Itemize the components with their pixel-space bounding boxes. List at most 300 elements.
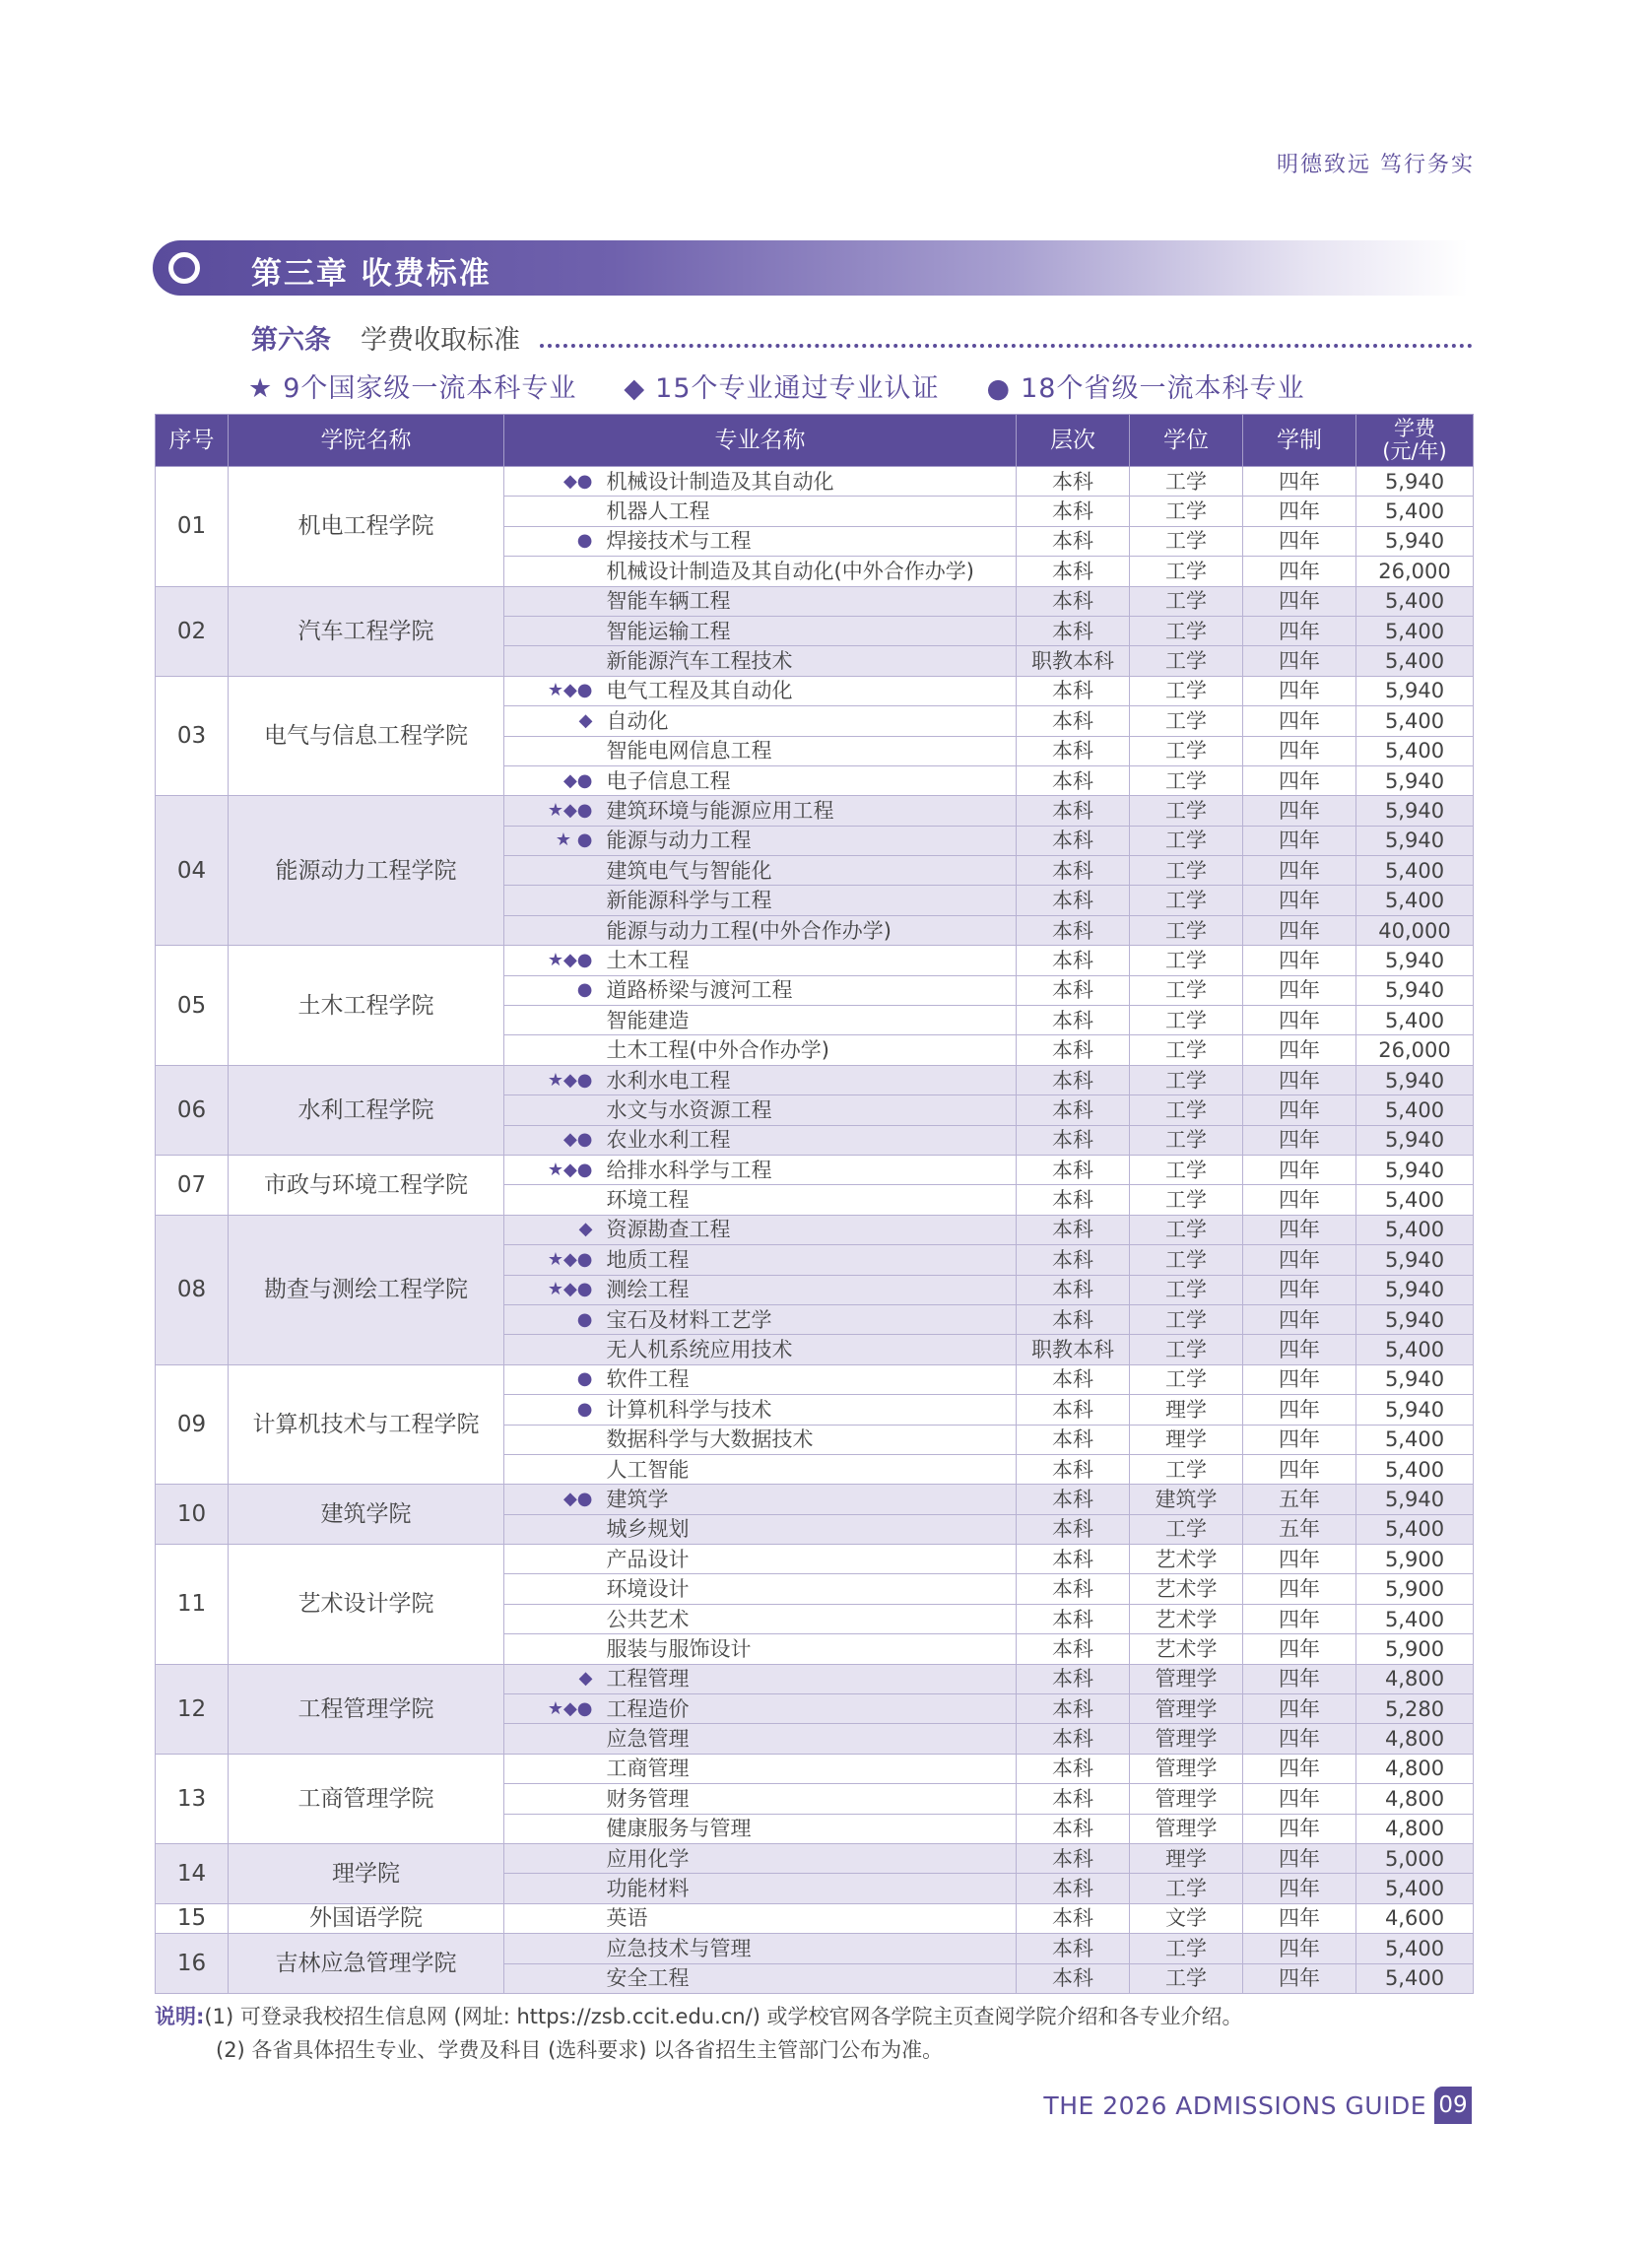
degree-cell: 工学 — [1130, 915, 1243, 945]
fee-cell: 5,400 — [1356, 706, 1474, 736]
degree-cell: 工学 — [1130, 1874, 1243, 1903]
major-name: 环境工程 — [603, 1185, 1017, 1215]
college-number: 05 — [156, 946, 229, 1066]
header-years: 学制 — [1243, 415, 1356, 467]
degree-cell: 管理学 — [1130, 1694, 1243, 1724]
level-cell: 本科 — [1017, 616, 1130, 645]
major-marks — [504, 1006, 603, 1035]
level-cell: 职教本科 — [1017, 1335, 1130, 1364]
level-cell: 本科 — [1017, 975, 1130, 1005]
years-cell: 四年 — [1243, 1245, 1356, 1275]
major-name: 新能源科学与工程 — [603, 886, 1017, 915]
level-cell: 本科 — [1017, 1604, 1130, 1633]
level-cell: 本科 — [1017, 1125, 1130, 1155]
college-name: 工程管理学院 — [229, 1664, 504, 1754]
fee-cell: 5,940 — [1356, 946, 1474, 975]
article-number: 第六条 — [251, 324, 331, 356]
legend-label: 9个国家级一流本科专业 — [283, 373, 577, 404]
major-marks: ● — [504, 1395, 603, 1425]
fee-cell: 4,600 — [1356, 1903, 1474, 1933]
legend-label: 15个专业通过专业认证 — [655, 373, 940, 404]
notes-label: 说明: — [155, 2005, 205, 2028]
years-cell: 四年 — [1243, 886, 1356, 915]
major-marks: ★◆● — [504, 1275, 603, 1304]
level-cell: 本科 — [1017, 1095, 1130, 1125]
years-cell: 四年 — [1243, 706, 1356, 736]
major-name: 电气工程及其自动化 — [603, 676, 1017, 705]
years-cell: 四年 — [1243, 1304, 1356, 1334]
level-cell: 本科 — [1017, 497, 1130, 526]
major-name: 功能材料 — [603, 1874, 1017, 1903]
degree-cell: 工学 — [1130, 1335, 1243, 1364]
college-name: 工商管理学院 — [229, 1754, 504, 1843]
years-cell: 四年 — [1243, 1095, 1356, 1125]
fee-cell: 5,940 — [1356, 1155, 1474, 1184]
major-marks — [504, 886, 603, 915]
fee-cell: 4,800 — [1356, 1754, 1474, 1783]
years-cell: 五年 — [1243, 1514, 1356, 1544]
major-name: 数据科学与大数据技术 — [603, 1425, 1017, 1454]
years-cell: 四年 — [1243, 1814, 1356, 1843]
major-name: 应急管理 — [603, 1724, 1017, 1754]
college-number: 09 — [156, 1364, 229, 1485]
degree-cell: 管理学 — [1130, 1754, 1243, 1783]
major-marks — [504, 586, 603, 616]
degree-cell: 理学 — [1130, 1395, 1243, 1425]
degree-cell: 工学 — [1130, 946, 1243, 975]
level-cell: 本科 — [1017, 1634, 1130, 1664]
level-cell: 本科 — [1017, 1814, 1130, 1843]
major-marks — [504, 1545, 603, 1574]
years-cell: 四年 — [1243, 1934, 1356, 1963]
fee-cell: 5,400 — [1356, 856, 1474, 886]
major-name: 工商管理 — [603, 1754, 1017, 1783]
major-marks — [504, 736, 603, 765]
years-cell: 四年 — [1243, 467, 1356, 497]
level-cell: 本科 — [1017, 1754, 1130, 1783]
level-cell: 本科 — [1017, 1425, 1130, 1454]
table-row — [156, 1155, 1474, 1184]
college-name: 艺术设计学院 — [229, 1545, 504, 1665]
degree-cell: 理学 — [1130, 1843, 1243, 1873]
major-marks — [504, 1514, 603, 1544]
level-cell: 本科 — [1017, 1304, 1130, 1334]
fee-cell: 5,940 — [1356, 526, 1474, 556]
degree-cell: 工学 — [1130, 1155, 1243, 1184]
years-cell: 四年 — [1243, 676, 1356, 705]
diamond-icon: ◆ — [624, 373, 646, 404]
level-cell: 本科 — [1017, 1215, 1130, 1244]
level-cell: 本科 — [1017, 886, 1130, 915]
major-marks — [504, 1574, 603, 1604]
major-name: 自动化 — [603, 706, 1017, 736]
years-cell: 四年 — [1243, 826, 1356, 855]
fee-cell: 5,940 — [1356, 975, 1474, 1005]
major-name: 给排水科学与工程 — [603, 1155, 1017, 1184]
header-degree: 学位 — [1130, 415, 1243, 467]
degree-cell: 工学 — [1130, 1095, 1243, 1125]
major-marks — [504, 1754, 603, 1783]
fee-cell: 5,400 — [1356, 1963, 1474, 1993]
level-cell: 本科 — [1017, 1694, 1130, 1724]
fee-cell: 26,000 — [1356, 557, 1474, 586]
fee-cell: 5,900 — [1356, 1574, 1474, 1604]
years-cell: 四年 — [1243, 1364, 1356, 1394]
degree-cell: 工学 — [1130, 736, 1243, 765]
major-marks — [504, 1784, 603, 1814]
degree-cell: 工学 — [1130, 676, 1243, 705]
level-cell: 本科 — [1017, 1903, 1130, 1933]
major-name: 道路桥梁与渡河工程 — [603, 975, 1017, 1005]
degree-cell: 工学 — [1130, 1185, 1243, 1215]
major-name: 应急技术与管理 — [603, 1934, 1017, 1963]
college-name: 能源动力工程学院 — [229, 796, 504, 946]
major-marks: ◆ — [504, 1215, 603, 1244]
college-number: 11 — [156, 1545, 229, 1665]
major-marks: ● — [504, 1304, 603, 1334]
major-name: 新能源汽车工程技术 — [603, 646, 1017, 676]
degree-cell: 理学 — [1130, 1425, 1243, 1454]
degree-cell: 艺术学 — [1130, 1545, 1243, 1574]
major-name: 测绘工程 — [603, 1275, 1017, 1304]
notes — [155, 2000, 1243, 2067]
level-cell: 本科 — [1017, 1485, 1130, 1514]
dot-icon: ● — [986, 373, 1012, 404]
major-name: 机械设计制造及其自动化 — [603, 467, 1017, 497]
years-cell: 四年 — [1243, 1006, 1356, 1035]
level-cell: 本科 — [1017, 1724, 1130, 1754]
page-number: 09 — [1434, 2087, 1472, 2124]
table-row — [156, 1485, 1474, 1514]
major-marks: ★◆● — [504, 676, 603, 705]
note-line-1: (1) 可登录我校招生信息网 (网址: https://zsb.ccit.edu.cn/) 或学校官网各学院主页查阅学院介绍和各专业介绍。 — [204, 2005, 1243, 2028]
major-marks — [504, 1185, 603, 1215]
table-row — [156, 1215, 1474, 1244]
fee-cell: 4,800 — [1356, 1664, 1474, 1693]
major-marks — [504, 1335, 603, 1364]
table-row — [156, 1545, 1474, 1574]
major-name: 应用化学 — [603, 1843, 1017, 1873]
table-row — [156, 946, 1474, 975]
degree-cell: 艺术学 — [1130, 1604, 1243, 1633]
years-cell: 四年 — [1243, 1963, 1356, 1993]
college-name: 汽车工程学院 — [229, 586, 504, 676]
level-cell: 本科 — [1017, 586, 1130, 616]
years-cell: 四年 — [1243, 856, 1356, 886]
fee-cell: 5,400 — [1356, 1095, 1474, 1125]
major-marks: ◆● — [504, 467, 603, 497]
major-marks: ★◆● — [504, 1694, 603, 1724]
years-cell: 四年 — [1243, 1035, 1356, 1065]
years-cell: 四年 — [1243, 1125, 1356, 1155]
legend-item-certified — [624, 366, 939, 405]
fee-cell: 4,800 — [1356, 1784, 1474, 1814]
fee-cell: 5,400 — [1356, 736, 1474, 765]
level-cell: 本科 — [1017, 1185, 1130, 1215]
college-name: 建筑学院 — [229, 1485, 504, 1545]
college-name: 电气与信息工程学院 — [229, 676, 504, 796]
degree-cell: 工学 — [1130, 856, 1243, 886]
major-marks — [504, 1934, 603, 1963]
major-marks — [504, 1035, 603, 1065]
years-cell: 四年 — [1243, 1425, 1356, 1454]
fee-cell: 5,400 — [1356, 646, 1474, 676]
note-line-2: (2) 各省具体招生专业、学费及科目 (选科要求) 以各省招生主管部门公布为准。 — [216, 2038, 944, 2062]
major-name: 机器人工程 — [603, 497, 1017, 526]
circle-icon — [168, 252, 200, 284]
degree-cell: 工学 — [1130, 1275, 1243, 1304]
fee-cell: 5,400 — [1356, 1185, 1474, 1215]
level-cell: 本科 — [1017, 1874, 1130, 1903]
major-marks — [504, 1874, 603, 1903]
fee-cell: 5,940 — [1356, 796, 1474, 826]
years-cell: 四年 — [1243, 1634, 1356, 1664]
years-cell: 四年 — [1243, 557, 1356, 586]
tuition-table — [155, 414, 1474, 1994]
level-cell: 本科 — [1017, 796, 1130, 826]
table-row — [156, 1843, 1474, 1873]
years-cell: 四年 — [1243, 1724, 1356, 1754]
major-name: 建筑环境与能源应用工程 — [603, 796, 1017, 826]
level-cell: 本科 — [1017, 1934, 1130, 1963]
years-cell: 四年 — [1243, 1574, 1356, 1604]
fee-cell: 5,400 — [1356, 1454, 1474, 1484]
degree-cell: 工学 — [1130, 467, 1243, 497]
college-number: 01 — [156, 467, 229, 587]
college-number: 15 — [156, 1903, 229, 1933]
major-marks — [504, 1425, 603, 1454]
years-cell: 四年 — [1243, 1454, 1356, 1484]
major-name: 智能电网信息工程 — [603, 736, 1017, 765]
level-cell: 本科 — [1017, 1514, 1130, 1544]
college-number: 03 — [156, 676, 229, 796]
fee-cell: 5,940 — [1356, 676, 1474, 705]
table-row — [156, 586, 1474, 616]
table-row — [156, 676, 1474, 705]
major-marks — [504, 1903, 603, 1933]
college-number: 12 — [156, 1664, 229, 1754]
college-number: 07 — [156, 1155, 229, 1215]
degree-cell: 工学 — [1130, 1364, 1243, 1394]
fee-cell: 5,940 — [1356, 1304, 1474, 1334]
major-name: 焊接技术与工程 — [603, 526, 1017, 556]
college-name: 土木工程学院 — [229, 946, 504, 1066]
college-name: 水利工程学院 — [229, 1065, 504, 1155]
degree-cell: 工学 — [1130, 646, 1243, 676]
legend — [248, 366, 1304, 405]
degree-cell: 工学 — [1130, 826, 1243, 855]
degree-cell: 工学 — [1130, 616, 1243, 645]
degree-cell: 工学 — [1130, 1245, 1243, 1275]
chapter-banner — [153, 240, 1468, 296]
degree-cell: 工学 — [1130, 1065, 1243, 1094]
major-marks — [504, 1724, 603, 1754]
footer — [1043, 2087, 1472, 2124]
degree-cell: 工学 — [1130, 706, 1243, 736]
level-cell: 本科 — [1017, 1275, 1130, 1304]
years-cell: 四年 — [1243, 497, 1356, 526]
major-name: 智能运输工程 — [603, 616, 1017, 645]
fee-cell: 5,400 — [1356, 1934, 1474, 1963]
major-name: 软件工程 — [603, 1364, 1017, 1394]
years-cell: 四年 — [1243, 1545, 1356, 1574]
major-name: 土木工程(中外合作办学) — [603, 1035, 1017, 1065]
major-marks: ● — [504, 1364, 603, 1394]
major-marks — [504, 1095, 603, 1125]
fee-cell: 5,900 — [1356, 1634, 1474, 1664]
level-cell: 本科 — [1017, 467, 1130, 497]
degree-cell: 工学 — [1130, 1035, 1243, 1065]
major-name: 安全工程 — [603, 1963, 1017, 1993]
fee-cell: 5,940 — [1356, 1364, 1474, 1394]
level-cell: 本科 — [1017, 856, 1130, 886]
degree-cell: 工学 — [1130, 886, 1243, 915]
degree-cell: 艺术学 — [1130, 1634, 1243, 1664]
college-number: 06 — [156, 1065, 229, 1155]
degree-cell: 建筑学 — [1130, 1485, 1243, 1514]
level-cell: 职教本科 — [1017, 646, 1130, 676]
years-cell: 四年 — [1243, 1694, 1356, 1724]
level-cell: 本科 — [1017, 765, 1130, 795]
years-cell: 四年 — [1243, 1275, 1356, 1304]
years-cell: 四年 — [1243, 1664, 1356, 1693]
years-cell: 五年 — [1243, 1485, 1356, 1514]
major-name: 健康服务与管理 — [603, 1814, 1017, 1843]
college-number: 02 — [156, 586, 229, 676]
major-marks: ★◆● — [504, 1245, 603, 1275]
major-name: 农业水利工程 — [603, 1125, 1017, 1155]
years-cell: 四年 — [1243, 915, 1356, 945]
fee-cell: 5,900 — [1356, 1545, 1474, 1574]
legend-item-national — [248, 366, 576, 405]
level-cell: 本科 — [1017, 736, 1130, 765]
fee-cell: 5,940 — [1356, 1485, 1474, 1514]
motto: 明德致远 笃行务实 — [1277, 153, 1475, 177]
degree-cell: 工学 — [1130, 1514, 1243, 1544]
fee-cell: 5,400 — [1356, 1425, 1474, 1454]
fee-cell: 5,400 — [1356, 1604, 1474, 1633]
major-marks — [504, 497, 603, 526]
college-name: 吉林应急管理学院 — [229, 1934, 504, 1994]
major-marks: ★◆● — [504, 946, 603, 975]
header-fee: 学费 (元/年) — [1356, 415, 1474, 467]
degree-cell: 工学 — [1130, 557, 1243, 586]
fee-cell: 5,400 — [1356, 1215, 1474, 1244]
table-header-row — [156, 415, 1474, 467]
table-row — [156, 1934, 1474, 1963]
major-marks — [504, 1604, 603, 1633]
dotted-leader — [540, 330, 1473, 348]
major-name: 土木工程 — [603, 946, 1017, 975]
college-name: 勘查与测绘工程学院 — [229, 1215, 504, 1364]
degree-cell: 工学 — [1130, 1125, 1243, 1155]
college-name: 外国语学院 — [229, 1903, 504, 1933]
years-cell: 四年 — [1243, 1335, 1356, 1364]
years-cell: 四年 — [1243, 586, 1356, 616]
major-name: 能源与动力工程(中外合作办学) — [603, 915, 1017, 945]
major-name: 财务管理 — [603, 1784, 1017, 1814]
years-cell: 四年 — [1243, 975, 1356, 1005]
years-cell: 四年 — [1243, 1155, 1356, 1184]
fee-cell: 5,400 — [1356, 616, 1474, 645]
major-name: 环境设计 — [603, 1574, 1017, 1604]
degree-cell: 工学 — [1130, 526, 1243, 556]
college-number: 04 — [156, 796, 229, 946]
fee-cell: 5,400 — [1356, 886, 1474, 915]
major-marks: ★ ● — [504, 826, 603, 855]
fee-cell: 40,000 — [1356, 915, 1474, 945]
college-name: 计算机技术与工程学院 — [229, 1364, 504, 1485]
level-cell: 本科 — [1017, 1065, 1130, 1094]
fee-cell: 5,940 — [1356, 1245, 1474, 1275]
level-cell: 本科 — [1017, 1545, 1130, 1574]
major-name: 工程管理 — [603, 1664, 1017, 1693]
college-name: 市政与环境工程学院 — [229, 1155, 504, 1215]
years-cell: 四年 — [1243, 1874, 1356, 1903]
major-marks — [504, 646, 603, 676]
major-marks — [504, 1843, 603, 1873]
college-number: 10 — [156, 1485, 229, 1545]
table-row — [156, 467, 1474, 497]
years-cell: 四年 — [1243, 1065, 1356, 1094]
major-name: 服装与服饰设计 — [603, 1634, 1017, 1664]
college-name: 机电工程学院 — [229, 467, 504, 587]
degree-cell: 文学 — [1130, 1903, 1243, 1933]
fee-cell: 5,940 — [1356, 1125, 1474, 1155]
fee-cell: 5,000 — [1356, 1843, 1474, 1873]
major-marks: ● — [504, 975, 603, 1005]
fee-cell: 5,400 — [1356, 1335, 1474, 1364]
level-cell: 本科 — [1017, 706, 1130, 736]
major-name: 无人机系统应用技术 — [603, 1335, 1017, 1364]
level-cell: 本科 — [1017, 1963, 1130, 1993]
fee-cell: 5,400 — [1356, 1874, 1474, 1903]
header-college: 学院名称 — [229, 415, 504, 467]
years-cell: 四年 — [1243, 1903, 1356, 1933]
article-heading — [251, 317, 1473, 357]
major-marks — [504, 1454, 603, 1484]
footer-title: THE 2026 ADMISSIONS GUIDE — [1043, 2090, 1426, 2120]
college-name: 理学院 — [229, 1843, 504, 1903]
major-name: 产品设计 — [603, 1545, 1017, 1574]
level-cell: 本科 — [1017, 526, 1130, 556]
degree-cell: 工学 — [1130, 765, 1243, 795]
level-cell: 本科 — [1017, 1454, 1130, 1484]
degree-cell: 工学 — [1130, 796, 1243, 826]
level-cell: 本科 — [1017, 1006, 1130, 1035]
level-cell: 本科 — [1017, 915, 1130, 945]
years-cell: 四年 — [1243, 1395, 1356, 1425]
major-marks: ◆ — [504, 1664, 603, 1693]
level-cell: 本科 — [1017, 1364, 1130, 1394]
college-number: 16 — [156, 1934, 229, 1994]
table-row — [156, 1364, 1474, 1394]
major-name: 电子信息工程 — [603, 765, 1017, 795]
star-icon: ★ — [248, 373, 274, 404]
major-marks: ◆● — [504, 765, 603, 795]
degree-cell: 管理学 — [1130, 1664, 1243, 1693]
major-marks — [504, 1814, 603, 1843]
level-cell: 本科 — [1017, 1574, 1130, 1604]
major-marks: ◆ — [504, 706, 603, 736]
major-name: 智能建造 — [603, 1006, 1017, 1035]
major-name: 计算机科学与技术 — [603, 1395, 1017, 1425]
level-cell: 本科 — [1017, 676, 1130, 705]
college-number: 14 — [156, 1843, 229, 1903]
table-row — [156, 1664, 1474, 1693]
major-marks: ◆● — [504, 1485, 603, 1514]
level-cell: 本科 — [1017, 1664, 1130, 1693]
